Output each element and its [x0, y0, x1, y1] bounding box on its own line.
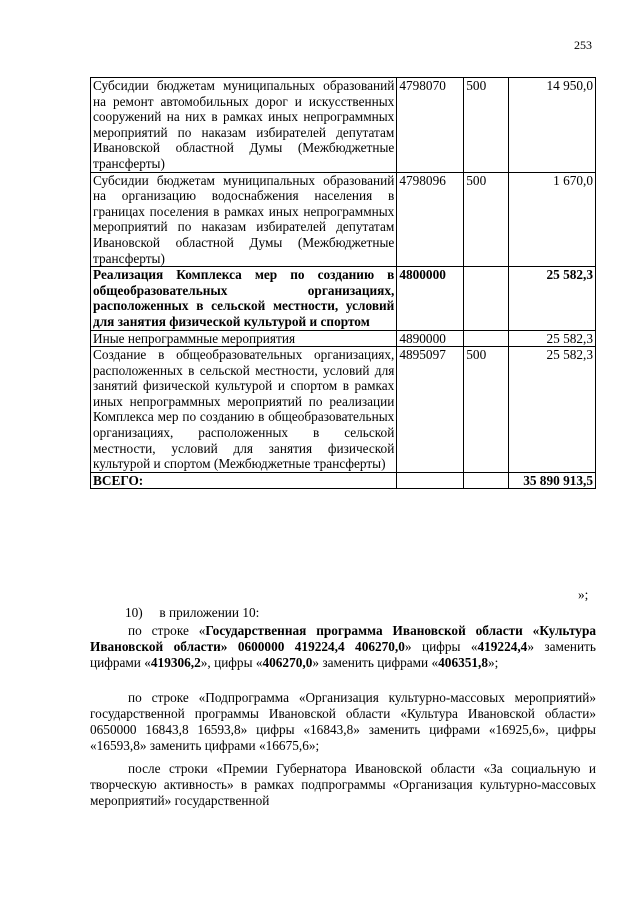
p1-bold: 406351,8 [438, 655, 489, 670]
paragraph-1 [90, 623, 596, 671]
table-row [91, 347, 596, 473]
total-sum: 35 890 913,5 [509, 472, 596, 489]
closing-quote: »; [578, 587, 589, 602]
table-row [91, 330, 596, 347]
p1-text: » заменить цифрами « [90, 639, 596, 670]
p1-text: » цифры « [404, 639, 478, 654]
row-code: 4798096 [397, 172, 464, 267]
p1-bold: Государственная программа Ивановской области «Культура Ивановской области» 0600000 419224,4 406270,0 [90, 623, 596, 654]
p1-text: » заменить цифрами « [312, 655, 439, 670]
row-type [464, 267, 509, 330]
p1-bold: 406270,0 [262, 655, 313, 670]
total-label: ВСЕГО: [91, 472, 397, 489]
total-code [397, 472, 464, 489]
row-sum: 25 582,3 [509, 330, 596, 347]
row-type: 500 [464, 347, 509, 473]
row-sum: 14 950,0 [509, 78, 596, 173]
table-row [91, 267, 596, 330]
row-type: 500 [464, 172, 509, 267]
row-sum: 25 582,3 [509, 267, 596, 330]
paragraph-3: после строки «Премии Губернатора Ивановской области «За социальную и творческую активность» в рамках подпрограммы «Организация культурно-массовых мероприятий» государственной [90, 761, 596, 808]
p1-text: по строке « [128, 623, 206, 638]
row-code: 4890000 [397, 330, 464, 347]
p1-text: »; [488, 655, 499, 670]
row-code: 4800000 [397, 267, 464, 330]
p1-bold: 419224,4 [477, 639, 528, 654]
p1-bold: 419306,2 [150, 655, 201, 670]
table-row [91, 172, 596, 267]
row-type: 500 [464, 78, 509, 173]
row-name: Иные непрограммные мероприятия [91, 330, 397, 347]
budget-table [90, 77, 596, 489]
paragraph-2: по строке «Подпрограмма «Организация культурно-массовых мероприятий» государственной программы Ивановской области «Культура Ивановской области» 0650000 16843,8 16593,8» цифры «16843,8» заменить цифрами «16925,6», цифры «16593,8» заменить цифрами «16675,6»; [90, 690, 596, 753]
row-type [464, 330, 509, 347]
table-row [91, 78, 596, 173]
page-number: 253 [574, 38, 592, 52]
row-code: 4798070 [397, 78, 464, 173]
row-code: 4895097 [397, 347, 464, 473]
row-name: Субсидии бюджетам муниципальных образований на ремонт автомобильных дорог и искусственных сооружений на них в рамках иных непрограммных мероприятий по наказам избирателей депутатам Ивановской областной Думы (Межбюджетные трансферты) [91, 78, 397, 173]
row-sum: 25 582,3 [509, 347, 596, 473]
item-heading: 10) в приложении 10: [125, 605, 260, 620]
total-type [464, 472, 509, 489]
row-name: Реализация Комплекса мер по созданию в общеобразовательных организациях, расположенных в сельской местности, условий для занятия физической культурой и спортом [91, 267, 397, 330]
row-sum: 1 670,0 [509, 172, 596, 267]
table-total-row [91, 472, 596, 489]
row-name: Субсидии бюджетам муниципальных образований на организацию водоснабжения населения в границах поселения в рамках иных непрограммных мероприятий по наказам избирателей депутатам Ивановской областной Думы (Межбюджетные трансферты) [91, 172, 397, 267]
row-name: Создание в общеобразовательных организациях, расположенных в сельской местности, условий для занятий физической культурой и спортом в рамках иных непрограммных мероприятий по реализации Комплекса мер по созданию в общеобразовательных организациях, расположенных в сельской местности, условий для занятия физической культурой и спортом (Межбюджетные трансферты) [91, 347, 397, 473]
p1-text: », цифры « [200, 655, 263, 670]
